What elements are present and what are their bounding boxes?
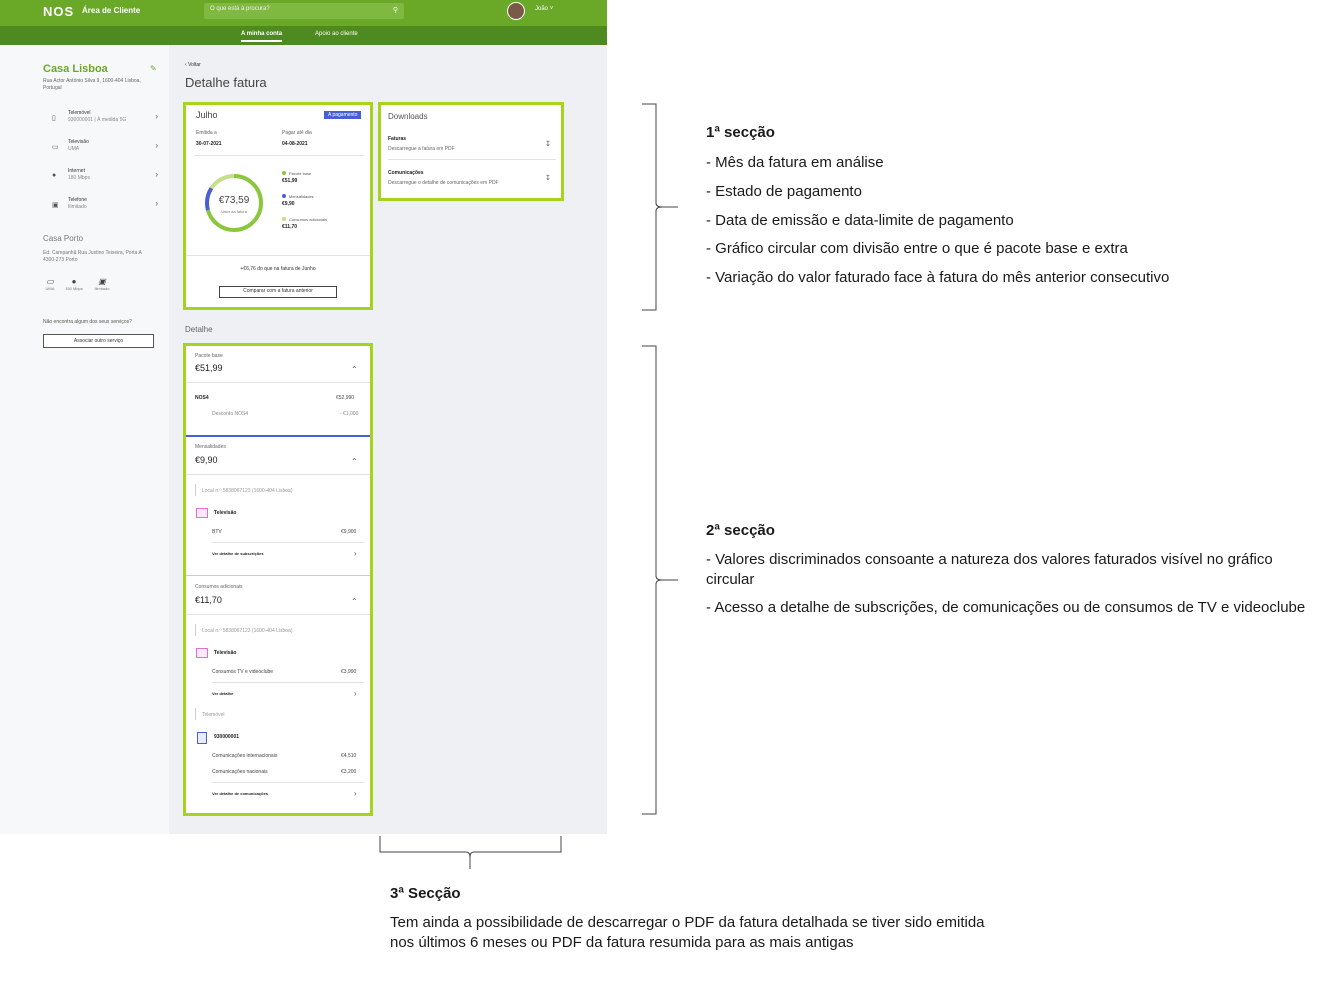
service-detail: UMA (68, 146, 80, 152)
status-badge: A pagamento (324, 111, 361, 119)
sidebar-second-address: Ed. Campanhã Rua Justino Teixeira, Porta A 4300-273 Porto (43, 250, 142, 263)
legend-name: Consumos adicionais (289, 217, 328, 222)
search-input[interactable] (204, 3, 404, 19)
associate-service-button[interactable]: Associar outro serviço (43, 334, 154, 348)
invoice-month: Julho (196, 110, 218, 120)
note-section-3-text: Tem ainda a possibilidade de descarregar o PDF da fatura detalhada se tiver sido emitida nos últimos 6 meses ou PDF da fatura resumida para as mais antigas (390, 914, 985, 951)
service-name: Televisão (68, 139, 89, 145)
legend-name: Mensalidades (289, 194, 314, 199)
subscriptions-detail-link[interactable]: Ver detalhe de subscrições (212, 551, 264, 556)
pacote-row-name: Desconto NOS4 (212, 411, 249, 417)
legend-value: €51,99 (282, 178, 298, 184)
mini-label: Ilimitado (94, 286, 110, 291)
service-name: Telefone (68, 197, 87, 203)
compare-invoice-button[interactable]: Comparar com a fatura anterior (219, 286, 337, 298)
section-divider (186, 435, 370, 437)
note-section-2-title: 2ª secção (706, 522, 775, 539)
divider (212, 782, 364, 783)
consumos-amount: €11,70 (195, 595, 222, 605)
mensalidades-row-name: BTV (212, 529, 222, 535)
tv-icon (196, 508, 208, 518)
phone-icon: ▣ (52, 202, 59, 209)
back-label: Voltar (188, 62, 201, 68)
sidebar-item-phone[interactable] (52, 197, 162, 217)
download-invoice-desc: Descarregue a fatura em PDF (388, 146, 455, 152)
divider (186, 255, 370, 256)
service-name: Internet (68, 168, 85, 174)
globe-icon: ● (52, 172, 57, 179)
consumos-location: Local n.º 5838067123 (1600-404 Lisboa) (202, 628, 293, 634)
chevron-up-icon[interactable]: ⌃ (351, 597, 358, 606)
invoice-summary-card (183, 102, 373, 310)
consumos-row-name: Consumos TV e videoclube (212, 669, 274, 675)
divider (212, 682, 364, 683)
chevron-right-icon: › (155, 199, 158, 208)
divider (195, 484, 196, 496)
issued-label: Emitida a (196, 130, 217, 136)
legend-mensalidades (282, 194, 314, 207)
consumos-service: Televisão (214, 650, 237, 656)
divider (186, 474, 370, 475)
divider (212, 542, 364, 543)
back-link[interactable] (185, 62, 201, 68)
note-section-1-item: - Estado de pagamento (706, 183, 862, 200)
tab-support[interactable]: Apoio ao cliente (315, 31, 358, 37)
pacote-label: Pacote base (195, 353, 223, 359)
chevron-down-icon: ˅ (549, 6, 554, 12)
download-icon[interactable]: ↧ (545, 141, 551, 148)
tv-icon (196, 648, 208, 658)
download-comms-title: Comunicações (388, 170, 424, 176)
sidebar-item-internet[interactable] (52, 168, 162, 188)
app-screenshot (0, 0, 607, 834)
mobile-label: Telemóvel (202, 712, 225, 718)
service-detail: 930000001 | À medida 5G (68, 117, 127, 123)
user-menu[interactable] (535, 6, 553, 12)
divider (186, 614, 370, 615)
brace-section-3 (378, 835, 564, 871)
invoice-donut-chart (203, 172, 265, 234)
pacote-row-value: €52,990 (336, 395, 355, 401)
tab-my-account[interactable]: A minha conta (241, 31, 282, 42)
search-placeholder: O que está à procura? (210, 6, 270, 12)
legend-value: €9,90 (282, 201, 295, 207)
edit-icon[interactable]: ✎ (150, 64, 157, 73)
tv-icon: ▭ (46, 277, 54, 286)
note-section-1-item: - Variação do valor faturado face à fatura do mês anterior consecutivo (706, 269, 1170, 286)
legend-name: Pacote base (289, 171, 312, 176)
subnav (0, 26, 607, 45)
legend-dot (282, 171, 286, 175)
mensalidades-row-value: €9,900 (341, 529, 357, 535)
divider (388, 159, 556, 160)
pacote-row-name: NOS4 (195, 395, 209, 401)
mensalidades-label: Mensalidades (195, 444, 226, 450)
downloads-title: Downloads (388, 112, 428, 121)
mensalidades-amount: €9,90 (195, 455, 218, 465)
divider (186, 382, 370, 383)
chevron-right-icon[interactable]: › (354, 689, 357, 698)
legend-dot (282, 217, 286, 221)
user-name: João (535, 6, 549, 12)
divider (195, 708, 196, 720)
divider (194, 155, 364, 156)
brace-section-2 (638, 345, 683, 815)
pacote-amount: €51,99 (195, 363, 223, 373)
legend-consumos (282, 217, 327, 230)
mensalidades-location: Local n.º 5838067123 (1600-404 Lisboa) (202, 488, 293, 494)
chevron-left-icon: ‹ (185, 62, 187, 68)
service-detail: Ilimitado (68, 204, 87, 210)
service-name: Telemóvel (68, 110, 91, 116)
mensalidades-service: Televisão (214, 510, 237, 516)
top-bar (0, 0, 607, 26)
mini-service-phone[interactable] (92, 277, 112, 291)
chevron-right-icon: › (155, 170, 158, 179)
nos-logo[interactable]: NOS (43, 4, 75, 19)
tv-icon: ▭ (52, 144, 59, 151)
download-comms-desc: Descarregue o detalhe de comunicações em PDF (388, 180, 499, 186)
mini-service-tv[interactable] (40, 277, 60, 291)
chevron-up-icon[interactable]: ⌃ (351, 457, 358, 466)
downloads-card (378, 102, 564, 201)
note-section-3-title: 3ª Secção (390, 885, 461, 902)
page-title: Detalhe fatura (185, 75, 267, 90)
mobile-row-value: €4,510 (341, 753, 357, 759)
pacote-row-value: - €1,000 (340, 411, 359, 417)
sidebar-item-mobile[interactable] (52, 110, 162, 130)
sidebar-title: Casa Lisboa (43, 63, 108, 75)
area-title: Área de Cliente (82, 6, 141, 15)
invoice-detail-card (183, 343, 373, 816)
mobile-number: 930000001 (214, 734, 240, 740)
legend-dot (282, 194, 286, 198)
mini-label: UMA (45, 286, 55, 291)
mini-label: 150 Mbps (65, 286, 83, 291)
consumos-row-value: €3,990 (341, 669, 357, 675)
mobile-row-value: €3,200 (341, 769, 357, 775)
chevron-up-icon[interactable]: ⌃ (351, 365, 358, 374)
note-section-2-item: - Valores discriminados consoante a natureza dos valores faturados visível no gráfico circular (706, 551, 1273, 588)
download-invoice-title: Faturas (388, 136, 407, 142)
phone-icon: ▣ (98, 277, 106, 286)
due-label: Pagar até dia (282, 130, 312, 136)
missing-services-text: Não encontra algum dos seus serviços? (43, 319, 132, 325)
chevron-right-icon[interactable]: › (354, 549, 357, 558)
chevron-right-icon[interactable]: › (354, 789, 357, 798)
issued-date: 30-07-2021 (196, 141, 222, 147)
globe-icon: ● (71, 277, 77, 286)
sidebar (0, 45, 169, 834)
donut-total-label: Valor da fatura (221, 209, 247, 214)
communications-detail-link[interactable]: Ver detalhe de comunicações (212, 791, 269, 796)
note-section-1-title: 1ª secção (706, 124, 775, 141)
legend-base (282, 171, 311, 184)
brace-section-1 (638, 103, 683, 311)
due-date: 04-08-2021 (282, 141, 308, 147)
avatar[interactable] (507, 2, 525, 20)
sidebar-address: Rua Actor António Silva 9, 1600-404 Lisboa, Portugal (43, 78, 141, 91)
chevron-right-icon: › (155, 141, 158, 150)
note-section-1-item: - Mês da fatura em análise (706, 154, 884, 171)
consumption-detail-link[interactable]: Ver detalhe (212, 691, 234, 696)
note-section-1-item: - Data de emissão e data-limite de pagamento (706, 212, 1014, 229)
mobile-row-name: Comunicações internacionais (212, 753, 278, 759)
divider (195, 624, 196, 636)
detail-section-title: Detalhe (185, 325, 213, 334)
note-section-2-item: - Acesso a detalhe de subscrições, de comunicações ou de consumos de TV e videoclube (706, 599, 1306, 616)
service-detail: 180 Mbps (68, 175, 90, 181)
consumos-label: Consumos adicionais (195, 584, 243, 590)
divider (186, 575, 370, 576)
sidebar-item-tv[interactable] (52, 139, 162, 159)
mini-service-internet[interactable] (64, 277, 84, 291)
chevron-right-icon: › (155, 112, 158, 121)
download-icon[interactable]: ↧ (545, 175, 551, 182)
note-section-1-item: - Gráfico circular com divisão entre o que é pacote base e extra (706, 240, 1128, 257)
donut-total: €73,59 (218, 195, 250, 206)
search-icon[interactable]: ⚲ (392, 7, 398, 14)
mobile-icon (197, 732, 207, 744)
mobile-icon: ▯ (52, 115, 56, 122)
invoice-variation: +€6,76 do que na fatura de Junho (240, 266, 316, 272)
sidebar-second-title[interactable]: Casa Porto (43, 234, 84, 243)
mobile-row-name: Comunicações nacionais (212, 769, 268, 775)
legend-value: €11,70 (282, 224, 298, 230)
